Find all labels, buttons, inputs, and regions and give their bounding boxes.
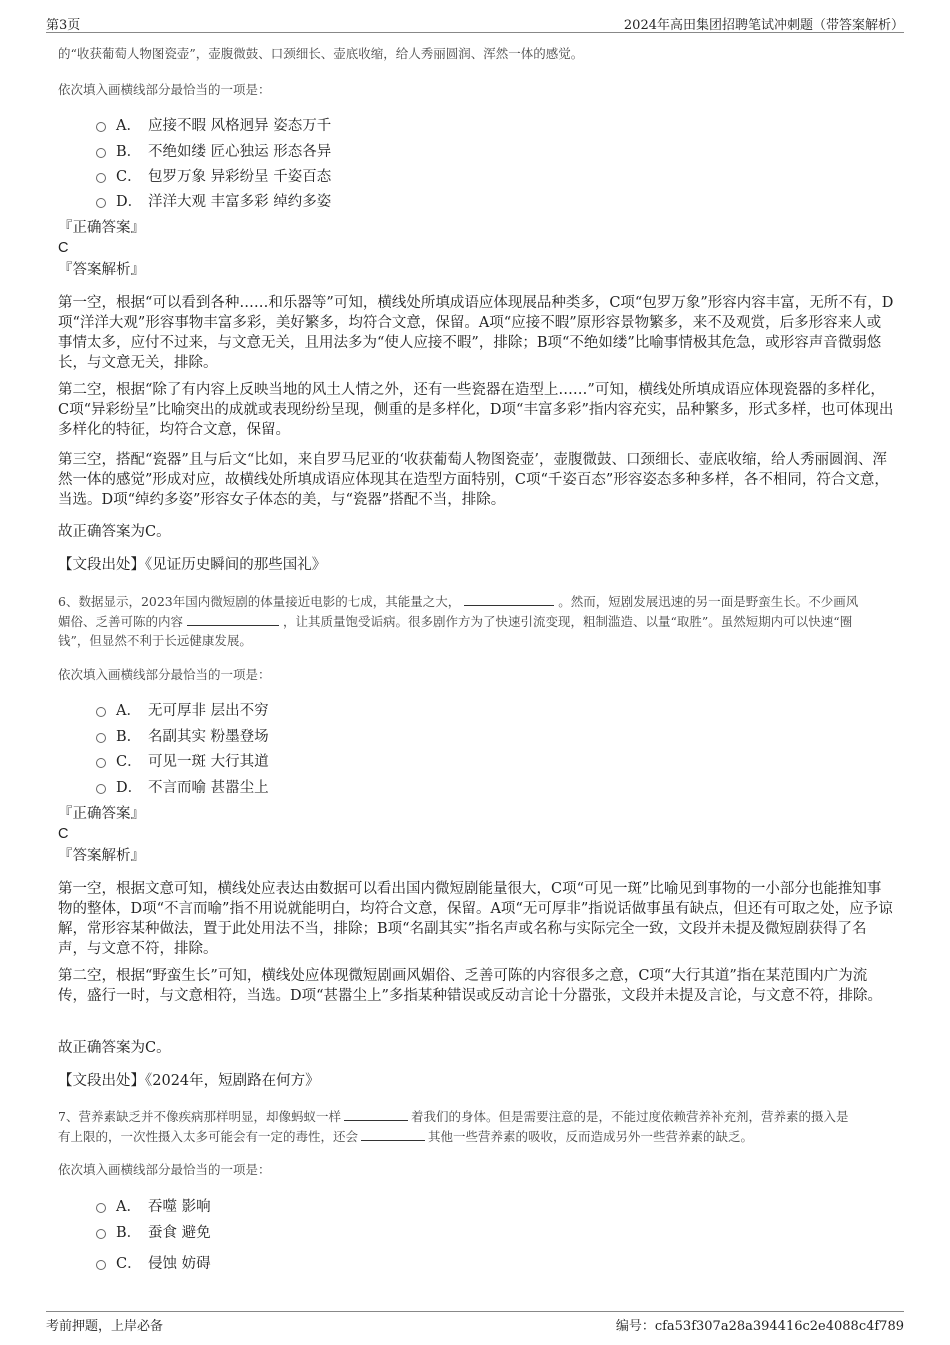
option-key: A． [116,1199,141,1215]
document-title: 2024年高田集团招聘笔试冲刺题（带答案解析） [623,18,904,33]
option-text: 吞噬 影响 [148,1199,211,1215]
option-key: D． [116,780,143,796]
document-id: 编号：cfa53f307a28a394416c2e4088c4f789 [615,1319,904,1334]
option-c[interactable] [96,165,331,186]
stem-text: 6、数据显示，2023年国内微短剧的体量接近电影的七成，其能量之大， [58,594,461,609]
radio-icon[interactable] [96,173,106,183]
option-key: A． [116,118,141,134]
fill-blank [361,1126,425,1141]
answer-value: C [58,240,69,256]
page-footer [46,1311,904,1334]
analysis-label: 『答案解析』 [58,262,145,278]
analysis-label: 『答案解析』 [58,848,145,864]
fill-blank [187,611,279,626]
answer-value: C [58,826,69,842]
option-a[interactable] [96,699,269,720]
option-key: A． [116,703,141,719]
option-b[interactable] [96,1221,211,1242]
stem-text: ，让其质量饱受诟病。很多剧作方为了快速引流变现，粗制滥造、以量“取胜”。虽然短期内可以快速“圈 [283,614,853,629]
question-stem [58,1106,898,1146]
option-text: 蚕食 避免 [148,1225,211,1241]
radio-icon[interactable] [96,198,106,208]
radio-icon[interactable] [96,1229,106,1239]
stem-text: 。然而，短剧发展迅速的另一面是野蛮生长。不少画风 [558,594,859,609]
option-d[interactable] [96,776,269,797]
radio-icon[interactable] [96,758,106,768]
fill-blank [464,591,554,606]
analysis-paragraph: 第二空，根据“野蛮生长”可知，横线处应体现微短剧画风媚俗、乏善可陈的内容很多之意，C项“大行其道”指在某范围内广为流传，盛行一时，与文意相符，当选。D项“甚嚣尘上”多指某种错误或反动言论十分嚣张，文段并未提及言论，与文意不符，排除。 [58,968,882,1004]
radio-icon[interactable] [96,122,106,132]
radio-icon[interactable] [96,1203,106,1213]
analysis-paragraph: 第一空，根据文意可知，横线处应表达由数据可以看出国内微短剧能量很大，C项“可见一斑”比喻见到事物的一小部分也能推知事物的整体，D项“不言而喻”指不用说就能明白，均符合文意，保留。A项“无可厚非”指说话做事虽有缺点，但还有可取之处，应予谅解，常形容某种做法，置于此处用法不当，排除；B项“名副其实”指名声或名称与实际完全一致，文段并未提及微短剧获得了名声，与文意不符，排除。 [58,881,893,957]
stem-text: 钱”，但显然不利于长远健康发展。 [58,633,252,648]
radio-icon[interactable] [96,1260,106,1270]
question-prompt: 依次填入画横线部分最恰当的一项是： [58,1162,271,1177]
question-prompt: 依次填入画横线部分最恰当的一项是： [58,667,271,682]
option-text: 包罗万象 异彩纷呈 千姿百态 [148,169,332,185]
option-c[interactable] [96,750,269,771]
option-d[interactable] [96,190,331,211]
option-text: 可见一斑 大行其道 [148,754,269,770]
option-text: 应接不暇 风格迥异 姿态万千 [148,118,332,134]
option-text: 不言而喻 甚嚣尘上 [148,780,269,796]
option-b[interactable] [96,140,331,161]
analysis-paragraph: 第二空，根据“除了有内容上反映当地的风土人情之外，还有一些瓷器在造型上……”可知，横线处所填成语应体现瓷器的多样化，C项“异彩纷呈”比喻突出的成就或表现纷纷呈现，侧重的是多样化，D项“丰富多彩”指内容充实，品种繁多，形式多样，也可体现出多样化的特征，均符合文意，保留。 [58,382,894,438]
option-a[interactable] [96,114,331,135]
radio-icon[interactable] [96,784,106,794]
radio-icon[interactable] [96,148,106,158]
answer-label: 『正确答案』 [58,220,145,236]
continued-text: 的“收获葡萄人物图瓷壶”，壶腹微鼓、口颈细长、壶底收缩，给人秀丽圆润、浑然一体的感觉。 [58,46,584,61]
option-key: B． [116,144,142,160]
option-key: B． [116,1225,142,1241]
page-number: 第3页 [46,18,81,33]
conclusion: 故正确答案为C。 [58,524,171,540]
option-text: 洋洋大观 丰富多彩 绰约多姿 [148,194,332,210]
option-c[interactable] [96,1252,211,1273]
source-citation: 【文段出处】《见证历史瞬间的那些国礼》 [58,557,327,573]
stem-text: 7、营养素缺乏并不像疾病那样明显，却像蚂蚁一样 [58,1109,341,1124]
source-citation: 【文段出处】《2024年，短剧路在何方》 [58,1073,320,1089]
conclusion: 故正确答案为C。 [58,1040,171,1056]
option-b[interactable] [96,725,269,746]
page-header [46,14,904,33]
stem-text: 有上限的，一次性摄入太多可能会有一定的毒性，还会 [58,1129,359,1144]
answer-label: 『正确答案』 [58,806,145,822]
option-key: D． [116,194,143,210]
analysis-paragraph: 第三空，搭配“瓷器”且与后文“比如，来自罗马尼亚的‘收获葡萄人物图瓷壶’，壶腹微鼓、口颈细长、壶底收缩，给人秀丽圆润、浑然一体的感觉”形成对应，故横线处所填成语应体现其在造型方面特别，C项“千姿百态”形容姿态多种多样，各不相同，符合文意，当选。D项“绰约多姿”形容女子体态的美，与“瓷器”搭配不当，排除。 [58,452,889,508]
option-key: B． [116,729,142,745]
option-a[interactable] [96,1195,211,1216]
stem-text: 着我们的身体。但是需要注意的是，不能过度依赖营养补充剂，营养素的摄入是 [410,1109,849,1124]
option-key: C． [116,754,142,770]
question-stem [58,591,898,650]
radio-icon[interactable] [96,733,106,743]
option-key: C． [116,1256,142,1272]
option-key: C． [116,169,142,185]
fill-blank [344,1106,408,1121]
footer-slogan: 考前押题，上岸必备 [46,1319,164,1334]
question-prompt: 依次填入画横线部分最恰当的一项是： [58,82,271,97]
option-text: 侵蚀 妨碍 [148,1256,211,1272]
stem-text: 媚俗、乏善可陈的内容 [58,614,184,629]
option-text: 无可厚非 层出不穷 [148,703,269,719]
analysis-paragraph: 第一空，根据“可以看到各种……和乐器等”可知，横线处所填成语应体现展品种类多，C项“包罗万象”形容内容丰富，无所不有，D项“洋洋大观”形容事物丰富多彩，美好繁多，均符合文意，保留。A项“应接不暇”原形容景物繁多，来不及观赏，后多形容来人或事情太多，应付不过来，与文意无关，且用法多为“使人应接不暇”，排除；B项“不绝如缕”比喻事情极其危急，或形容声音微弱悠长，与文意无关，排除。 [58,295,894,371]
radio-icon[interactable] [96,707,106,717]
option-text: 名副其实 粉墨登场 [148,729,269,745]
stem-text: 其他一些营养素的吸收，反而造成另外一些营养素的缺乏。 [428,1129,754,1144]
option-text: 不绝如缕 匠心独运 形态各异 [148,144,332,160]
